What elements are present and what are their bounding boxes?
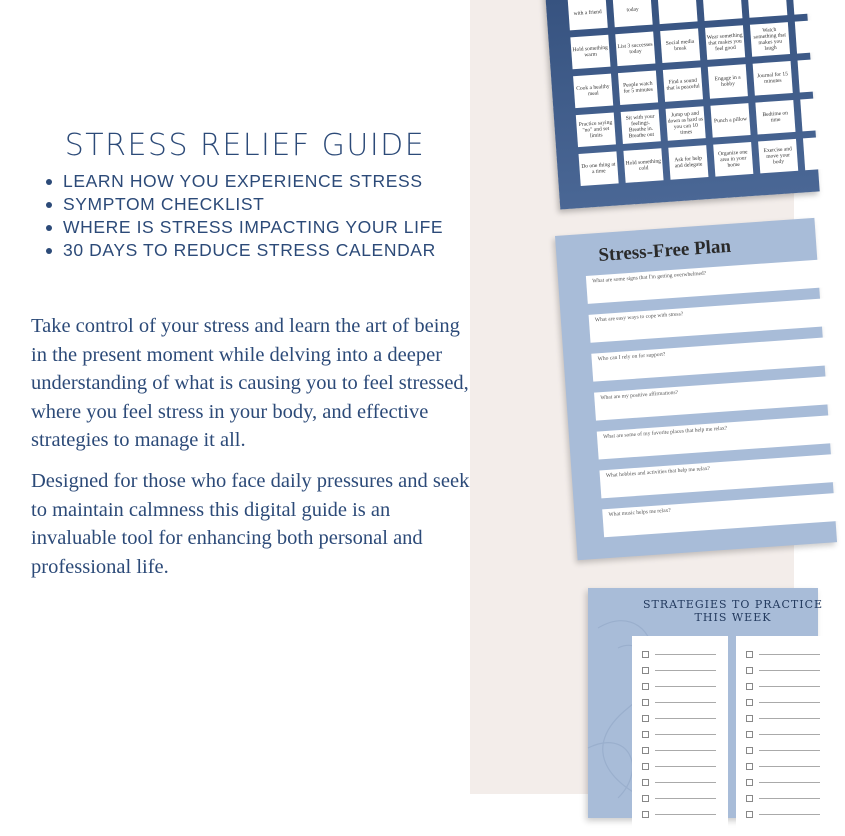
- plan-question-row: What are easy ways to cope with stress?: [589, 298, 830, 343]
- checkbox-icon: [746, 683, 753, 690]
- checkbox-icon: [642, 683, 649, 690]
- calendar-day-cell: Bedtime on time: [755, 100, 795, 135]
- calendar-preview: [545, 0, 820, 209]
- plan-question-row: What are some signs that I'm getting overwhelmed?: [586, 259, 827, 304]
- checkbox-icon: [642, 747, 649, 754]
- checkbox-icon: [642, 699, 649, 706]
- checkbox-icon: [642, 795, 649, 802]
- plan-question-row: What are some of my favorite places that help me relax?: [597, 415, 838, 460]
- calendar-day-cell: today: [613, 0, 653, 27]
- checkbox-icon: [746, 747, 753, 754]
- checklist-line: [746, 794, 820, 802]
- checklist-line: [746, 730, 820, 738]
- checkbox-icon: [746, 667, 753, 674]
- calendar-day-cell: Practice saying "no" and set limits: [576, 113, 616, 148]
- calendar-day-cell: Organize one area in your home: [713, 142, 753, 177]
- checkbox-icon: [746, 699, 753, 706]
- feature-item: WHERE IS STRESS IMPACTING YOUR LIFE: [46, 216, 443, 239]
- plan-title: Stress-Free Plan: [597, 235, 732, 266]
- calendar-day-cell: [798, 58, 838, 93]
- bullet-dot-icon: [46, 179, 52, 185]
- feature-item: 30 DAYS TO REDUCE STRESS CALENDAR: [46, 239, 443, 262]
- feature-item: SYMPTOM CHECKLIST: [46, 193, 443, 216]
- calendar-day-cell: Ask for help and delegate: [668, 145, 708, 180]
- calendar-day-cell: [803, 136, 843, 171]
- plan-question-row: What music helps me relax?: [602, 493, 843, 538]
- bullet-dot-icon: [46, 225, 52, 231]
- strategies-preview: [588, 588, 824, 818]
- calendar-day-cell: [747, 0, 787, 18]
- checklist-line: [746, 682, 820, 690]
- checklist-line: [642, 746, 716, 754]
- calendar-day-cell: Social media break: [660, 28, 700, 63]
- checkbox-icon: [746, 811, 753, 818]
- checkbox-icon: [746, 779, 753, 786]
- checkbox-icon: [746, 651, 753, 658]
- description-paragraph-1: Take control of your stress and learn the art of being in the present moment while delving into a deeper understanding of what is causing you to feel stressed, where you feel stress in your body, and effective strategies to manage it all.: [31, 315, 469, 451]
- calendar-day-cell: Cook a healthy meal: [573, 74, 613, 109]
- checkbox-icon: [642, 763, 649, 770]
- feature-item: LEARN HOW YOU EXPERIENCE STRESS: [46, 170, 443, 193]
- stress-free-plan-preview: [555, 218, 837, 560]
- checklist-line: [642, 698, 716, 706]
- calendar-day-cell: People watch for 5 minutes: [618, 70, 658, 105]
- bullet-dot-icon: [46, 248, 52, 254]
- checklist-line: [746, 698, 820, 706]
- checkbox-icon: [746, 795, 753, 802]
- calendar-day-cell: Wear something that makes you feel good: [705, 25, 745, 60]
- calendar-day-cell: Engage in a hobby: [708, 64, 748, 99]
- calendar-day-cell: [792, 0, 832, 15]
- calendar-day-cell: Hold something warm: [570, 35, 610, 70]
- checkbox-icon: [642, 731, 649, 738]
- plan-question-row: What are my positive affirmations?: [594, 376, 835, 421]
- checklist-line: [642, 650, 716, 658]
- guide-title: STRESS RELIEF GUIDE: [64, 128, 426, 163]
- calendar-day-cell: Do one thing at a time: [579, 151, 619, 186]
- calendar-day-cell: [795, 19, 835, 54]
- checklist-line: [642, 682, 716, 690]
- checkbox-icon: [642, 667, 649, 674]
- checkbox-icon: [746, 731, 753, 738]
- checklist-line: [746, 714, 820, 722]
- calendar-grid: [568, 0, 843, 186]
- calendar-day-cell: Punch a pillow: [710, 103, 750, 138]
- calendar-day-cell: with a friend: [568, 0, 608, 30]
- checklist-column: [736, 636, 832, 836]
- checkbox-icon: [642, 715, 649, 722]
- checkbox-icon: [642, 651, 649, 658]
- checkbox-icon: [642, 779, 649, 786]
- calendar-day-cell: Find a sound that is peaceful: [663, 67, 703, 102]
- checklist-line: [642, 714, 716, 722]
- checklist-line: [642, 810, 716, 818]
- calendar-day-cell: Watch something that makes you laugh: [750, 22, 790, 57]
- feature-list: [46, 170, 443, 262]
- calendar-day-cell: Sit with your feelings. Breathe in. Breathe out: [621, 109, 661, 144]
- checklist-line: [746, 778, 820, 786]
- description-paragraph-2: Designed for those who face daily pressures and seek to maintain calmness this digital guide is an invaluable tool for enhancing both personal and professional life.: [31, 470, 470, 578]
- calendar-day-cell: [800, 97, 840, 132]
- checklist-line: [746, 666, 820, 674]
- bullet-dot-icon: [46, 202, 52, 208]
- checklist-line: [746, 746, 820, 754]
- strategies-title: STRATEGIES TO PRACTICE THIS WEEK: [642, 598, 824, 624]
- calendar-day-cell: List 3 successes today: [615, 32, 655, 67]
- calendar-day-cell: Journal for 15 minutes: [753, 61, 793, 96]
- calendar-day-cell: [702, 0, 742, 21]
- calendar-day-cell: Hold something cold: [623, 148, 663, 183]
- calendar-day-cell: Jump up and down as hard as you can 10 times: [666, 106, 706, 141]
- checklist-line: [746, 762, 820, 770]
- checklist-line: [642, 762, 716, 770]
- checklist-line: [642, 666, 716, 674]
- plan-question-row: What hobbies and activities that help me relax?: [599, 454, 840, 499]
- checklist-column: [632, 636, 728, 836]
- checkbox-icon: [746, 715, 753, 722]
- checklist-line: [642, 794, 716, 802]
- checklist-line: [746, 810, 820, 818]
- checklist-line: [746, 650, 820, 658]
- calendar-day-cell: Exercise and move your body: [758, 139, 798, 174]
- checklist-line: [642, 778, 716, 786]
- checkbox-icon: [746, 763, 753, 770]
- calendar-day-cell: [657, 0, 697, 24]
- checklist-line: [642, 730, 716, 738]
- plan-question-row: Who can I rely on for support?: [591, 337, 832, 382]
- checkbox-icon: [642, 811, 649, 818]
